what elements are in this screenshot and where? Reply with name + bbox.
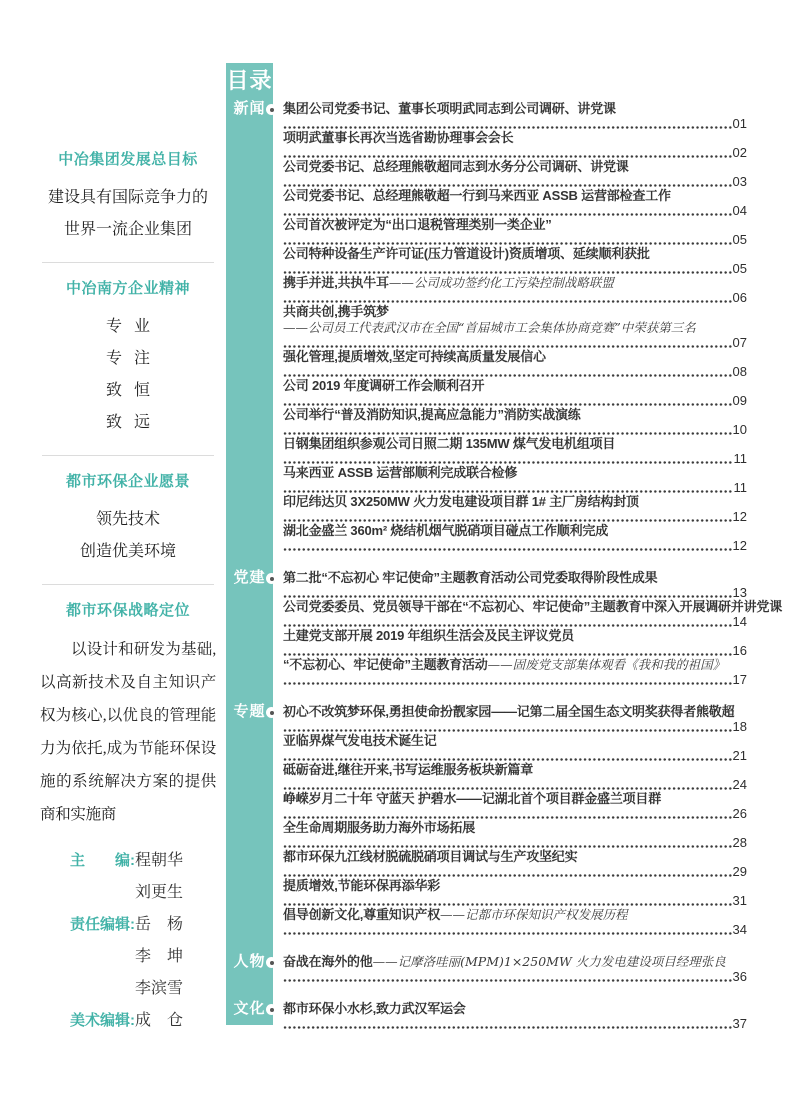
- toc-entry-leader-row: [283, 423, 747, 436]
- toc-entry-leader-row: [283, 749, 747, 762]
- toc-entry-page-number: 04: [732, 203, 747, 218]
- toc-entry-title-text: “不忘初心、牢记使命”主题教育活动: [283, 657, 488, 672]
- toc-entry-leader-row: [283, 807, 747, 820]
- section-label-culture: 文化: [233, 1000, 266, 1017]
- toc-entry-leader-row: [283, 923, 747, 936]
- toc-entry-leader-row: [283, 394, 747, 407]
- toc-page-title: 目录: [226, 68, 273, 93]
- section-bullet-dot: [270, 711, 274, 715]
- toc-entry-page-number: 14: [732, 614, 747, 629]
- section-bullet-icon: [266, 707, 277, 718]
- toc-entry-page-number: 37: [732, 1016, 747, 1031]
- editor-names: [135, 845, 183, 909]
- toc-entry-leader-row: [283, 615, 747, 628]
- toc-entry-page-number: 03: [732, 174, 747, 189]
- group-goal: [38, 150, 218, 246]
- toc-section-culture: [233, 1000, 747, 1031]
- toc-entry-page-number: 06: [732, 290, 747, 305]
- toc-entry-title: [283, 246, 747, 262]
- toc-entry-title: [283, 733, 747, 749]
- divider: [42, 455, 214, 456]
- section-bullet-icon: [266, 573, 277, 584]
- toc-entry-subtitle: ——记摩洛哇丽(MPM)1×250MW 火力发电建设项目经理张良: [372, 954, 726, 969]
- toc-entry-title: [283, 407, 747, 423]
- toc-entry-title-text: 公司党委书记、总经理熊敬超一行到马来西亚 ASSB 运营部检查工作: [283, 188, 671, 203]
- toc-entry-leader-row: [283, 117, 747, 130]
- toc-entry-title: [283, 217, 747, 233]
- toc-entry-leader-row: [283, 970, 747, 983]
- toc-entry-title-text: 印尼纬达贝 3X250MW 火力发电建设项目群 1# 主厂房结构封顶: [283, 494, 639, 509]
- toc-entry-title-text: 土建党支部开展 2019 年组织生活会及民主评议党员: [283, 628, 574, 643]
- toc-entry-title-text: 亚临界煤气发电技术诞生记: [283, 733, 437, 748]
- toc-entry-title: [283, 1001, 747, 1017]
- toc-entry-page-number: 11: [733, 480, 747, 495]
- toc-entry-leader-row: [283, 865, 747, 878]
- toc-entry-title: [283, 378, 747, 394]
- editor-role-label: 主 编:: [70, 852, 135, 869]
- toc-entry-subtitle: ——固废党支部集体观看《我和我的祖国》: [487, 657, 726, 672]
- toc-entry-title: [283, 188, 747, 204]
- toc-entry-title-text: 奋战在海外的他: [283, 954, 373, 969]
- toc-entry: [283, 907, 747, 936]
- toc-entry-page-number: 28: [732, 835, 747, 850]
- toc-entry-page-number: 31: [732, 893, 747, 908]
- toc-entry: [283, 849, 747, 878]
- toc-entry: [283, 523, 747, 552]
- toc-entry-title-text: 日钢集团组织参观公司日照二期 135MW 煤气发电机组项目: [283, 436, 616, 451]
- toc-entry-leader-row: [283, 539, 747, 552]
- spirit-item: 致恒: [105, 382, 162, 399]
- toc-entry: [283, 349, 747, 378]
- toc-section-special-topics: [233, 703, 747, 937]
- toc-entry-title: [283, 907, 747, 923]
- toc-entry-title: [283, 954, 747, 970]
- divider: [42, 584, 214, 585]
- vision-line: 领先技术: [95, 511, 160, 528]
- editor-row: [70, 1005, 218, 1037]
- section-bullet-icon: [266, 1004, 277, 1015]
- toc-entry-title-text: 公司 2019 年度调研工作会顺利召开: [283, 378, 485, 393]
- toc-entry-leader-row: [283, 720, 747, 733]
- dotted-leader: [283, 1025, 732, 1030]
- toc-entry-title: [283, 849, 747, 865]
- toc-entry-page-number: 11: [733, 451, 747, 466]
- toc-entry: [283, 954, 747, 983]
- toc-entry-page-number: 08: [732, 364, 747, 379]
- toc-entry: [283, 704, 747, 733]
- spirit-heading: 中冶南方企业精神: [65, 280, 190, 297]
- toc-entry-leader-row: [283, 586, 747, 599]
- toc-entry-page-number: 01: [732, 116, 747, 131]
- dotted-leader: [283, 931, 732, 936]
- toc-entry-title-text: 第二批“不忘初心 牢记使命”主题教育活动公司党委取得阶段性成果: [283, 570, 658, 585]
- editor-role-label: 美术编辑:: [70, 1012, 135, 1029]
- toc-entry-title: [283, 628, 747, 644]
- editor-name: 刘更生: [135, 884, 184, 901]
- toc-entry-page-number: 12: [732, 538, 747, 553]
- toc-entry-leader-row: [283, 175, 747, 188]
- toc-entry-title-text: 携手并进,共执牛耳: [283, 275, 389, 290]
- toc-entry: [283, 188, 747, 217]
- toc-entry-page-number: 17: [732, 672, 747, 687]
- toc-entry-subtitle: ——公司成功签约化工污染控制战略联盟: [388, 275, 614, 290]
- toc-entry-title-text: 砥砺奋进,继往开来,书写运维服务板块新篇章: [283, 762, 534, 777]
- toc-entry-leader-row: [283, 644, 747, 657]
- toc-entry: [283, 570, 747, 599]
- toc-section-party-building: [233, 569, 783, 687]
- toc-entry: [283, 304, 747, 349]
- toc-section-bar: [226, 63, 273, 1025]
- dotted-leader: [283, 681, 732, 686]
- toc-entry-title-text: 共商共创,携手筑梦: [283, 304, 389, 319]
- toc-entry-title: [283, 436, 747, 452]
- section-bullet-icon: [266, 104, 277, 115]
- toc-entry: [283, 657, 747, 686]
- toc-entry: [283, 465, 747, 494]
- editor-row: [70, 909, 218, 1005]
- group-vision: [38, 472, 218, 568]
- editor-name: 李滨雪: [135, 980, 184, 997]
- spirit-item: 专业: [105, 318, 162, 335]
- toc-entry-page-number: 10: [732, 422, 747, 437]
- editor-names: [135, 1005, 183, 1037]
- vision-line: 创造优美环境: [79, 543, 176, 560]
- toc-entry-leader-row: [283, 204, 747, 217]
- toc-entry-title: [283, 494, 747, 510]
- toc-entry-page-number: 07: [732, 335, 747, 350]
- toc-entry-leader-row: [283, 894, 747, 907]
- toc-entry-title-text: 公司首次被评定为“出口退税管理类别一类企业”: [283, 217, 552, 232]
- toc-entry-leader-row: [283, 336, 747, 349]
- goal-line: 世界一流企业集团: [63, 221, 192, 238]
- dotted-leader: [283, 978, 732, 983]
- toc-entry: [283, 791, 747, 820]
- toc-entry-title: [283, 570, 747, 586]
- left-sidebar: [38, 150, 218, 1037]
- toc-entry-title: [283, 657, 747, 673]
- toc-entry-title-text: 都市环保小水杉,致力武汉军运会: [283, 1001, 466, 1016]
- toc-entry: [283, 130, 747, 159]
- section-bullet-dot: [270, 961, 274, 965]
- toc-entry-title: [283, 523, 747, 539]
- toc-entry-title: [283, 304, 747, 336]
- toc-entry-page-number: 02: [732, 145, 747, 160]
- toc-entry-page-number: 09: [732, 393, 747, 408]
- toc-entry-title-text: 公司举行“普及消防知识,提高应急能力”消防实战演练: [283, 407, 581, 422]
- toc-entry-page-number: 18: [732, 719, 747, 734]
- section-bullet-dot: [270, 577, 274, 581]
- dotted-leader: [283, 547, 732, 552]
- toc-entry-title-text: 公司特种设备生产许可证(压力管道设计)资质增项、延续顺利获批: [283, 246, 650, 261]
- toc-entry-page-number: 29: [732, 864, 747, 879]
- toc-entry-page-number: 05: [732, 261, 747, 276]
- toc-entry-title: [283, 159, 747, 175]
- toc-entry-subtitle: ——公司员工代表武汉市在全国“首届城市工会集体协商竞赛”中荣获第三名: [283, 320, 696, 335]
- toc-entry-leader-row: [283, 452, 747, 465]
- divider: [42, 262, 214, 263]
- toc-entry-leader-row: [283, 673, 747, 686]
- toc-entry-page-number: 13: [732, 585, 747, 600]
- editor-role-label: 责任编辑:: [70, 916, 135, 933]
- toc-entry: [283, 599, 783, 629]
- toc-entry: [283, 275, 747, 304]
- toc-entry: [283, 159, 747, 188]
- toc-entry-title: [283, 275, 747, 291]
- spirit-item: 专注: [105, 350, 162, 367]
- toc-entry: [283, 1001, 747, 1030]
- editor-names: [135, 909, 183, 1005]
- toc-entry-title-text: 强化管理,提质增效,坚定可持续高质量发展信心: [283, 349, 546, 364]
- toc-entry-page-number: 24: [732, 777, 747, 792]
- toc-entry-title: [283, 599, 783, 615]
- toc-entry-page-number: 21: [732, 748, 747, 763]
- toc-entry-title: [283, 762, 747, 778]
- toc-entry-leader-row: [283, 365, 747, 378]
- section-label-people: 人物: [233, 953, 266, 970]
- strategy-heading: 都市环保战略定位: [65, 602, 190, 619]
- toc-entry: [283, 762, 747, 791]
- toc-entry: [283, 407, 747, 436]
- toc-entry-title-text: 项明武董事长再次当选省勘协理事会会长: [283, 130, 514, 145]
- toc-entry-title-text: 都市环保九江线材脱硫脱硝项目调试与生产攻坚纪实: [283, 849, 578, 864]
- toc-entry-page-number: 26: [732, 806, 747, 821]
- toc-entry-title: [283, 130, 747, 146]
- editor-name: 成 仓: [135, 1012, 184, 1029]
- toc-entry: [283, 436, 747, 465]
- toc-entry-title: [283, 791, 747, 807]
- toc-entry-title-text: 倡导创新文化,尊重知识产权: [283, 907, 441, 922]
- editor-name: 程朝华: [135, 852, 184, 869]
- toc-section-people: [233, 953, 747, 984]
- toc-entry-leader-row: [283, 778, 747, 791]
- toc-entry-title: [283, 820, 747, 836]
- section-bullet-dot: [270, 108, 274, 112]
- toc-entry-title-text: 公司党委书记、总经理熊敬超同志到水务分公司调研、讲党课: [283, 159, 629, 174]
- toc-entry: [283, 246, 747, 275]
- toc-entry-title: [283, 878, 747, 894]
- toc-entry-title-text: 初心不改筑梦环保,勇担使命扮靓家园——记第二届全国生态文明奖获得者熊敬超: [283, 704, 735, 719]
- goal-line: 建设具有国际竞争力的: [47, 189, 208, 206]
- toc-entry-page-number: 36: [732, 969, 747, 984]
- toc-entry: [283, 217, 747, 246]
- toc-entry-leader-row: [283, 836, 747, 849]
- goal-heading: 中冶集团发展总目标: [58, 151, 198, 168]
- section-label-party-building: 党建: [233, 569, 266, 586]
- toc-entry: [283, 628, 747, 657]
- toc-entry-title-text: 集团公司党委书记、董事长项明武同志到公司调研、讲党课: [283, 101, 616, 116]
- editor-name: 岳 杨: [135, 916, 184, 933]
- toc-entry-leader-row: [283, 291, 747, 304]
- toc-entry-title-text: 全生命周期服务助力海外市场拓展: [283, 820, 476, 835]
- toc-entry-leader-row: [283, 233, 747, 246]
- toc-entry-title: [283, 704, 747, 720]
- toc-entry-leader-row: [283, 146, 747, 159]
- editors: [38, 845, 218, 1037]
- toc-entries: [233, 100, 783, 1048]
- toc-entry-title: [283, 465, 747, 481]
- section-bullet-icon: [266, 957, 277, 968]
- toc-entry: [283, 878, 747, 907]
- toc-entry-title-text: 公司党委委员、党员领导干部在“不忘初心、牢记使命”主题教育中深入开展调研并讲党课: [283, 599, 783, 614]
- toc-entry-page-number: 34: [732, 922, 747, 937]
- toc-entry-title-text: 湖北金盛兰 360m² 烧结机烟气脱硝项目碰点工作顺利完成: [283, 523, 609, 538]
- toc-entry-leader-row: [283, 1017, 747, 1030]
- toc-entry-page-number: 12: [732, 509, 747, 524]
- vision-heading: 都市环保企业愿景: [65, 473, 190, 490]
- editor-name: 李 坤: [135, 948, 184, 965]
- section-label-special-topics: 专题: [233, 703, 266, 720]
- section-bullet-dot: [270, 1008, 274, 1012]
- toc-entry-leader-row: [283, 481, 747, 494]
- toc-entry: [283, 733, 747, 762]
- toc-entry-leader-row: [283, 262, 747, 275]
- group-spirit: [38, 279, 218, 439]
- spirit-item: 致远: [105, 414, 162, 431]
- strategy-paragraph: 以设计和研发为基础,以高新技术及自主知识产权为核心,以优良的管理能力为依托,成为节能环保设施的系统解决方案的提供商和实施商: [40, 641, 216, 823]
- toc-entry: [283, 820, 747, 849]
- toc-entry-title: [283, 101, 747, 117]
- toc-entry: [283, 101, 747, 130]
- section-label-news: 新闻: [233, 100, 266, 117]
- toc-entry-subtitle: ——记都市环保知识产权发展历程: [440, 907, 628, 922]
- toc-entry-title-text: 提质增效,节能环保再添华彩: [283, 878, 441, 893]
- toc-entry-title-text: 峥嵘岁月二十年 守蓝天 护碧水——记湖北首个项目群金盛兰项目群: [283, 791, 662, 806]
- toc-entry-page-number: 05: [732, 232, 747, 247]
- toc-entry-leader-row: [283, 510, 747, 523]
- toc-entry: [283, 494, 747, 523]
- editor-row: [70, 845, 218, 909]
- toc-section-news: [233, 100, 747, 553]
- toc-entry-page-number: 16: [732, 643, 747, 658]
- toc-entry-title-text: 马来西亚 ASSB 运营部顺利完成联合检修: [283, 465, 518, 480]
- toc-entry: [283, 378, 747, 407]
- toc-entry-title: [283, 349, 747, 365]
- group-strategy: [38, 601, 218, 831]
